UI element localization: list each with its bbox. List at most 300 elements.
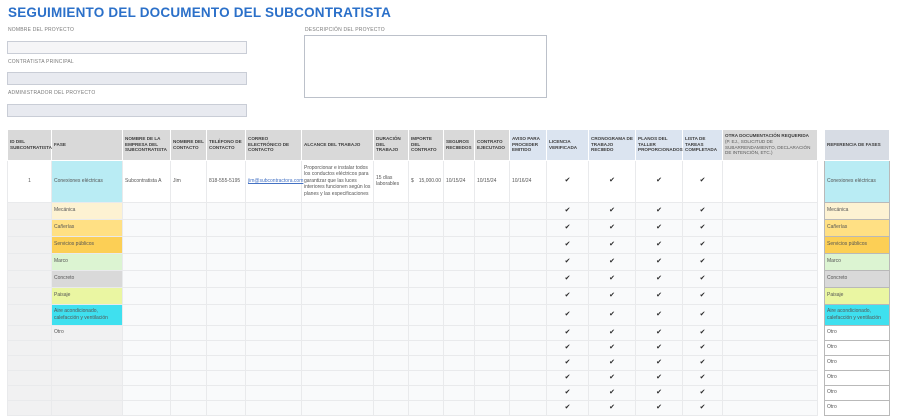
company-cell[interactable] bbox=[123, 385, 171, 400]
license-check-cell[interactable] bbox=[547, 270, 589, 287]
drawings-check-cell[interactable] bbox=[636, 253, 683, 270]
schedule-check-cell[interactable] bbox=[589, 355, 636, 370]
notice-date-cell[interactable] bbox=[510, 202, 547, 219]
other-docs-cell[interactable] bbox=[723, 370, 818, 385]
notice-date-cell[interactable] bbox=[510, 370, 547, 385]
contact-phone-cell[interactable] bbox=[207, 270, 246, 287]
contact-phone-cell[interactable] bbox=[207, 325, 246, 340]
contact-phone-cell[interactable] bbox=[207, 340, 246, 355]
contact-name-cell[interactable] bbox=[171, 355, 207, 370]
amount-cell[interactable] bbox=[409, 340, 444, 355]
phase-ref-cell[interactable]: Servicios públicos bbox=[825, 236, 890, 253]
other-docs-cell[interactable] bbox=[723, 325, 818, 340]
contract-executed-cell[interactable] bbox=[475, 270, 510, 287]
scope-cell[interactable] bbox=[302, 304, 374, 325]
scope-cell[interactable]: Proporcionar e instalar todos los conductos eléctricos para garantizar que las luces interiores funcionen según los planes y las especificaciones bbox=[302, 160, 374, 202]
schedule-check-cell[interactable] bbox=[589, 385, 636, 400]
phase-ref-cell[interactable]: Otro bbox=[825, 370, 890, 385]
ref-table-head bbox=[825, 129, 890, 160]
other-docs-cell[interactable] bbox=[723, 400, 818, 415]
check-icon: ✔ bbox=[564, 177, 571, 185]
contract-executed-cell[interactable] bbox=[475, 287, 510, 304]
schedule-check-cell[interactable] bbox=[589, 253, 636, 270]
contact-name-cell[interactable] bbox=[171, 236, 207, 253]
tasklist-check-cell[interactable] bbox=[683, 325, 723, 340]
notice-date-cell[interactable] bbox=[510, 236, 547, 253]
amount-cell[interactable] bbox=[409, 287, 444, 304]
insurance-date-cell[interactable]: 10/15/24 bbox=[444, 160, 475, 202]
column-header: DURACIÓN DEL TRABAJO bbox=[374, 129, 409, 160]
schedule-check-cell[interactable] bbox=[589, 236, 636, 253]
contact-name-cell[interactable] bbox=[171, 304, 207, 325]
license-check-cell[interactable] bbox=[547, 385, 589, 400]
check-icon: ✔ bbox=[699, 388, 706, 396]
license-check-cell[interactable] bbox=[547, 340, 589, 355]
contact-email-cell[interactable] bbox=[246, 219, 302, 236]
duration-cell[interactable]: 15 días laborables bbox=[374, 160, 409, 202]
drawings-check-cell[interactable] bbox=[636, 236, 683, 253]
other-docs-cell[interactable] bbox=[723, 287, 818, 304]
scope-cell[interactable] bbox=[302, 287, 374, 304]
amount-cell[interactable] bbox=[409, 202, 444, 219]
phase-ref-cell[interactable]: Otro bbox=[825, 400, 890, 415]
phase-cell[interactable]: Aire acondicionado, calefacción y ventilación bbox=[52, 304, 123, 325]
other-docs-cell[interactable] bbox=[723, 340, 818, 355]
license-check-cell[interactable] bbox=[547, 400, 589, 415]
phase-ref-cell[interactable]: Mecánica bbox=[825, 202, 890, 219]
notice-date-cell[interactable] bbox=[510, 304, 547, 325]
contact-phone-cell[interactable] bbox=[207, 370, 246, 385]
phase-ref-cell[interactable]: Aire acondicionado, calefacción y ventilación bbox=[825, 304, 890, 325]
notice-date-cell[interactable] bbox=[510, 270, 547, 287]
insurance-date-cell[interactable] bbox=[444, 219, 475, 236]
column-header: FASE bbox=[52, 129, 123, 160]
contact-email-cell[interactable] bbox=[246, 253, 302, 270]
contact-phone-cell[interactable] bbox=[207, 219, 246, 236]
phase-ref-cell[interactable]: Paisaje bbox=[825, 287, 890, 304]
contact-name-cell[interactable] bbox=[171, 325, 207, 340]
phase-ref-row bbox=[825, 270, 890, 287]
insurance-date-cell[interactable] bbox=[444, 370, 475, 385]
contact-phone-cell[interactable] bbox=[207, 385, 246, 400]
phase-ref-cell[interactable]: Otro bbox=[825, 325, 890, 340]
notice-date-cell[interactable] bbox=[510, 400, 547, 415]
other-docs-cell[interactable] bbox=[723, 219, 818, 236]
notice-date-cell[interactable]: 10/16/24 bbox=[510, 160, 547, 202]
phase-cell[interactable] bbox=[52, 400, 123, 415]
phase-reference-header: REFERENCIA DE FASES bbox=[825, 129, 890, 160]
insurance-date-cell[interactable] bbox=[444, 202, 475, 219]
schedule-check-cell[interactable] bbox=[589, 287, 636, 304]
amount-cell[interactable] bbox=[409, 236, 444, 253]
company-cell[interactable] bbox=[123, 325, 171, 340]
amount-cell[interactable] bbox=[409, 370, 444, 385]
duration-cell[interactable] bbox=[374, 236, 409, 253]
table-row bbox=[8, 355, 818, 370]
contact-name-cell[interactable] bbox=[171, 287, 207, 304]
amount-cell[interactable] bbox=[409, 253, 444, 270]
project-description-textarea[interactable] bbox=[304, 35, 547, 98]
duration-cell[interactable] bbox=[374, 287, 409, 304]
phase-cell[interactable]: Marco bbox=[52, 253, 123, 270]
phase-ref-row bbox=[825, 304, 890, 325]
contact-name-cell[interactable] bbox=[171, 270, 207, 287]
insurance-date-cell[interactable] bbox=[444, 270, 475, 287]
contact-phone-cell[interactable]: 818-555-5195 bbox=[207, 160, 246, 202]
amount-cell[interactable] bbox=[409, 355, 444, 370]
company-cell[interactable] bbox=[123, 304, 171, 325]
scope-cell[interactable] bbox=[302, 370, 374, 385]
drawings-check-cell[interactable] bbox=[636, 270, 683, 287]
license-check-cell[interactable] bbox=[547, 304, 589, 325]
check-icon: ✔ bbox=[699, 223, 706, 231]
contact-email-link[interactable]: jim@subcontractora.com bbox=[248, 177, 304, 184]
contact-name-cell[interactable] bbox=[171, 219, 207, 236]
column-header: ID DEL SUBCONTRATISTA bbox=[8, 129, 52, 160]
other-docs-cell[interactable] bbox=[723, 355, 818, 370]
contract-executed-cell[interactable] bbox=[475, 219, 510, 236]
contact-phone-cell[interactable] bbox=[207, 236, 246, 253]
scope-cell[interactable] bbox=[302, 385, 374, 400]
phase-ref-cell[interactable]: Otro bbox=[825, 385, 890, 400]
phase-cell[interactable]: Conexiones eléctricas bbox=[52, 160, 123, 202]
check-icon: ✔ bbox=[609, 403, 615, 411]
tasklist-check-cell[interactable] bbox=[683, 219, 723, 236]
scope-cell[interactable] bbox=[302, 325, 374, 340]
phase-cell[interactable] bbox=[52, 340, 123, 355]
drawings-check-cell[interactable] bbox=[636, 355, 683, 370]
company-cell[interactable] bbox=[123, 340, 171, 355]
drawings-check-cell[interactable] bbox=[636, 202, 683, 219]
license-check-cell[interactable] bbox=[547, 160, 589, 202]
insurance-date-cell[interactable] bbox=[444, 287, 475, 304]
contact-name-cell[interactable] bbox=[171, 385, 207, 400]
check-icon: ✔ bbox=[699, 206, 706, 214]
phase-ref-cell[interactable]: Conexiones eléctricas bbox=[825, 160, 890, 202]
check-icon: ✔ bbox=[564, 223, 571, 231]
tasklist-check-cell[interactable] bbox=[683, 340, 723, 355]
phase-cell[interactable]: Concreto bbox=[52, 270, 123, 287]
duration-cell[interactable] bbox=[374, 370, 409, 385]
scope-cell[interactable] bbox=[302, 236, 374, 253]
id-cell[interactable] bbox=[8, 219, 52, 236]
phase-ref-row bbox=[825, 160, 890, 202]
project-admin-input[interactable] bbox=[7, 104, 247, 117]
other-docs-cell[interactable] bbox=[723, 385, 818, 400]
check-icon: ✔ bbox=[656, 328, 662, 336]
tasklist-check-cell[interactable] bbox=[683, 304, 723, 325]
phase-cell[interactable]: Cañerías bbox=[52, 219, 123, 236]
notice-date-cell[interactable] bbox=[510, 253, 547, 270]
company-cell[interactable] bbox=[123, 219, 171, 236]
phase-ref-cell[interactable]: Concreto bbox=[825, 270, 890, 287]
phase-ref-row bbox=[825, 287, 890, 304]
scope-cell[interactable] bbox=[302, 270, 374, 287]
scope-cell[interactable] bbox=[302, 400, 374, 415]
amount-cell[interactable] bbox=[409, 160, 444, 202]
duration-cell[interactable] bbox=[374, 219, 409, 236]
id-cell[interactable] bbox=[8, 400, 52, 415]
project-name-input[interactable] bbox=[7, 41, 247, 54]
contact-email-cell[interactable] bbox=[246, 370, 302, 385]
main-contractor-input[interactable] bbox=[7, 72, 247, 85]
contact-name-cell[interactable] bbox=[171, 253, 207, 270]
schedule-check-cell[interactable] bbox=[589, 304, 636, 325]
id-cell[interactable] bbox=[8, 202, 52, 219]
check-icon: ✔ bbox=[656, 240, 662, 248]
contract-executed-cell[interactable]: 10/15/24 bbox=[475, 160, 510, 202]
contact-email-cell[interactable] bbox=[246, 340, 302, 355]
contact-email-cell[interactable] bbox=[246, 325, 302, 340]
tasklist-check-cell[interactable] bbox=[683, 355, 723, 370]
contract-executed-cell[interactable] bbox=[475, 236, 510, 253]
other-docs-cell[interactable] bbox=[723, 160, 818, 202]
schedule-check-cell[interactable] bbox=[589, 400, 636, 415]
id-cell[interactable] bbox=[8, 340, 52, 355]
phase-ref-cell[interactable]: Marco bbox=[825, 253, 890, 270]
duration-cell[interactable] bbox=[374, 270, 409, 287]
contact-phone-cell[interactable] bbox=[207, 400, 246, 415]
schedule-check-cell[interactable] bbox=[589, 340, 636, 355]
id-cell[interactable] bbox=[8, 236, 52, 253]
drawings-check-cell[interactable] bbox=[636, 340, 683, 355]
notice-date-cell[interactable] bbox=[510, 355, 547, 370]
contact-phone-cell[interactable] bbox=[207, 202, 246, 219]
notice-date-cell[interactable] bbox=[510, 340, 547, 355]
contact-name-cell[interactable] bbox=[171, 400, 207, 415]
phase-ref-cell[interactable]: Cañerías bbox=[825, 219, 890, 236]
check-icon: ✔ bbox=[656, 223, 662, 231]
amount-cell[interactable] bbox=[409, 304, 444, 325]
duration-cell[interactable] bbox=[374, 400, 409, 415]
scope-cell[interactable] bbox=[302, 355, 374, 370]
check-icon: ✔ bbox=[564, 373, 571, 381]
phase-cell[interactable]: Paisaje bbox=[52, 287, 123, 304]
phase-ref-row bbox=[825, 370, 890, 385]
id-cell[interactable] bbox=[8, 270, 52, 287]
contact-email-cell[interactable] bbox=[246, 160, 302, 202]
phase-ref-cell[interactable]: Otro bbox=[825, 355, 890, 370]
insurance-date-cell[interactable] bbox=[444, 253, 475, 270]
license-check-cell[interactable] bbox=[547, 370, 589, 385]
notice-date-cell[interactable] bbox=[510, 219, 547, 236]
license-check-cell[interactable] bbox=[547, 219, 589, 236]
license-check-cell[interactable] bbox=[547, 355, 589, 370]
license-check-cell[interactable] bbox=[547, 287, 589, 304]
schedule-check-cell[interactable] bbox=[589, 219, 636, 236]
phase-ref-row bbox=[825, 253, 890, 270]
contact-email-cell[interactable] bbox=[246, 287, 302, 304]
contact-email-cell[interactable] bbox=[246, 385, 302, 400]
id-cell[interactable] bbox=[8, 304, 52, 325]
notice-date-cell[interactable] bbox=[510, 385, 547, 400]
schedule-check-cell[interactable] bbox=[589, 202, 636, 219]
schedule-check-cell[interactable] bbox=[589, 370, 636, 385]
id-cell[interactable] bbox=[8, 385, 52, 400]
duration-cell[interactable] bbox=[374, 253, 409, 270]
tasklist-check-cell[interactable] bbox=[683, 270, 723, 287]
contact-phone-cell[interactable] bbox=[207, 287, 246, 304]
schedule-check-cell[interactable] bbox=[589, 160, 636, 202]
contact-name-cell[interactable] bbox=[171, 340, 207, 355]
amount-cell[interactable] bbox=[409, 270, 444, 287]
phase-ref-row bbox=[825, 340, 890, 355]
contract-executed-cell[interactable] bbox=[475, 400, 510, 415]
amount-cell[interactable] bbox=[409, 400, 444, 415]
tasklist-check-cell[interactable] bbox=[683, 385, 723, 400]
phase-reference-table bbox=[824, 129, 890, 416]
license-check-cell[interactable] bbox=[547, 236, 589, 253]
check-icon: ✔ bbox=[656, 388, 662, 396]
contract-executed-cell[interactable] bbox=[475, 304, 510, 325]
insurance-date-cell[interactable] bbox=[444, 340, 475, 355]
check-icon: ✔ bbox=[699, 358, 706, 366]
tasklist-check-cell[interactable] bbox=[683, 400, 723, 415]
id-cell[interactable] bbox=[8, 253, 52, 270]
tasklist-check-cell[interactable] bbox=[683, 160, 723, 202]
phase-cell[interactable]: Mecánica bbox=[52, 202, 123, 219]
drawings-check-cell[interactable] bbox=[636, 385, 683, 400]
contract-executed-cell[interactable] bbox=[475, 340, 510, 355]
drawings-check-cell[interactable] bbox=[636, 304, 683, 325]
check-icon: ✔ bbox=[699, 257, 706, 265]
contact-name-cell[interactable]: Jim bbox=[171, 160, 207, 202]
other-docs-cell[interactable] bbox=[723, 304, 818, 325]
contact-email-cell[interactable] bbox=[246, 400, 302, 415]
drawings-check-cell[interactable] bbox=[636, 325, 683, 340]
check-icon: ✔ bbox=[609, 257, 615, 265]
main-contractor-label: CONTRATISTA PRINCIPAL bbox=[8, 58, 74, 65]
drawings-check-cell[interactable] bbox=[636, 400, 683, 415]
license-check-cell[interactable] bbox=[547, 253, 589, 270]
contact-phone-cell[interactable] bbox=[207, 355, 246, 370]
company-cell[interactable] bbox=[123, 202, 171, 219]
scope-cell[interactable] bbox=[302, 219, 374, 236]
table-row bbox=[8, 253, 818, 270]
duration-cell[interactable] bbox=[374, 340, 409, 355]
phase-cell[interactable] bbox=[52, 385, 123, 400]
check-icon: ✔ bbox=[564, 240, 571, 248]
check-icon: ✔ bbox=[564, 343, 571, 351]
company-cell[interactable] bbox=[123, 253, 171, 270]
tasklist-check-cell[interactable] bbox=[683, 370, 723, 385]
contact-email-cell[interactable] bbox=[246, 270, 302, 287]
check-icon: ✔ bbox=[699, 328, 706, 336]
company-cell[interactable] bbox=[123, 355, 171, 370]
contact-email-cell[interactable] bbox=[246, 202, 302, 219]
tasklist-check-cell[interactable] bbox=[683, 236, 723, 253]
phase-ref-cell[interactable]: Otro bbox=[825, 340, 890, 355]
other-docs-cell[interactable] bbox=[723, 270, 818, 287]
contact-phone-cell[interactable] bbox=[207, 304, 246, 325]
ref-table-body bbox=[825, 160, 890, 415]
id-cell[interactable] bbox=[8, 287, 52, 304]
project-name-label: NOMBRE DEL PROYECTO bbox=[8, 27, 75, 33]
other-docs-cell[interactable] bbox=[723, 236, 818, 253]
insurance-date-cell[interactable] bbox=[444, 355, 475, 370]
table-row bbox=[8, 270, 818, 287]
tasklist-check-cell[interactable] bbox=[683, 253, 723, 270]
insurance-date-cell[interactable] bbox=[444, 236, 475, 253]
company-cell[interactable] bbox=[123, 370, 171, 385]
phase-cell[interactable]: Servicios públicos bbox=[52, 236, 123, 253]
id-cell[interactable] bbox=[8, 355, 52, 370]
check-icon: ✔ bbox=[564, 328, 571, 336]
scope-cell[interactable] bbox=[302, 253, 374, 270]
scope-cell[interactable] bbox=[302, 202, 374, 219]
schedule-check-cell[interactable] bbox=[589, 270, 636, 287]
scope-cell[interactable] bbox=[302, 340, 374, 355]
contact-name-cell[interactable] bbox=[171, 202, 207, 219]
tasklist-check-cell[interactable] bbox=[683, 287, 723, 304]
company-cell[interactable] bbox=[123, 287, 171, 304]
license-check-cell[interactable] bbox=[547, 202, 589, 219]
check-icon: ✔ bbox=[699, 177, 706, 185]
drawings-check-cell[interactable] bbox=[636, 160, 683, 202]
table-row bbox=[8, 219, 818, 236]
contract-executed-cell[interactable] bbox=[475, 253, 510, 270]
amount-cell[interactable] bbox=[409, 219, 444, 236]
duration-cell[interactable] bbox=[374, 325, 409, 340]
license-check-cell[interactable] bbox=[547, 325, 589, 340]
contract-executed-cell[interactable] bbox=[475, 325, 510, 340]
company-cell[interactable] bbox=[123, 236, 171, 253]
id-cell[interactable] bbox=[8, 325, 52, 340]
contact-email-cell[interactable] bbox=[246, 355, 302, 370]
amount-cell[interactable] bbox=[409, 385, 444, 400]
insurance-date-cell[interactable] bbox=[444, 400, 475, 415]
id-cell[interactable]: 1 bbox=[8, 160, 52, 202]
duration-cell[interactable] bbox=[374, 385, 409, 400]
insurance-date-cell[interactable] bbox=[444, 325, 475, 340]
contact-name-cell[interactable] bbox=[171, 370, 207, 385]
amount-cell[interactable] bbox=[409, 325, 444, 340]
insurance-date-cell[interactable] bbox=[444, 385, 475, 400]
phase-cell[interactable]: Otro bbox=[52, 325, 123, 340]
company-cell[interactable]: Subcontratista A bbox=[123, 160, 171, 202]
contract-executed-cell[interactable] bbox=[475, 385, 510, 400]
duration-cell[interactable] bbox=[374, 304, 409, 325]
company-cell[interactable] bbox=[123, 400, 171, 415]
id-cell[interactable] bbox=[8, 370, 52, 385]
drawings-check-cell[interactable] bbox=[636, 287, 683, 304]
phase-cell[interactable] bbox=[52, 355, 123, 370]
phase-cell[interactable] bbox=[52, 370, 123, 385]
drawings-check-cell[interactable] bbox=[636, 370, 683, 385]
notice-date-cell[interactable] bbox=[510, 325, 547, 340]
drawings-check-cell[interactable] bbox=[636, 219, 683, 236]
notice-date-cell[interactable] bbox=[510, 287, 547, 304]
duration-cell[interactable] bbox=[374, 202, 409, 219]
contact-phone-cell[interactable] bbox=[207, 253, 246, 270]
check-icon: ✔ bbox=[609, 274, 615, 282]
contact-email-cell[interactable] bbox=[246, 304, 302, 325]
company-cell[interactable] bbox=[123, 270, 171, 287]
contract-executed-cell[interactable] bbox=[475, 370, 510, 385]
contract-executed-cell[interactable] bbox=[475, 202, 510, 219]
check-icon: ✔ bbox=[699, 310, 706, 318]
table-row bbox=[8, 400, 818, 415]
insurance-date-cell[interactable] bbox=[444, 304, 475, 325]
table-row bbox=[8, 236, 818, 253]
contact-email-cell[interactable] bbox=[246, 236, 302, 253]
tasklist-check-cell[interactable] bbox=[683, 202, 723, 219]
other-docs-cell[interactable] bbox=[723, 253, 818, 270]
contract-executed-cell[interactable] bbox=[475, 355, 510, 370]
schedule-check-cell[interactable] bbox=[589, 325, 636, 340]
other-docs-cell[interactable] bbox=[723, 202, 818, 219]
duration-cell[interactable] bbox=[374, 355, 409, 370]
